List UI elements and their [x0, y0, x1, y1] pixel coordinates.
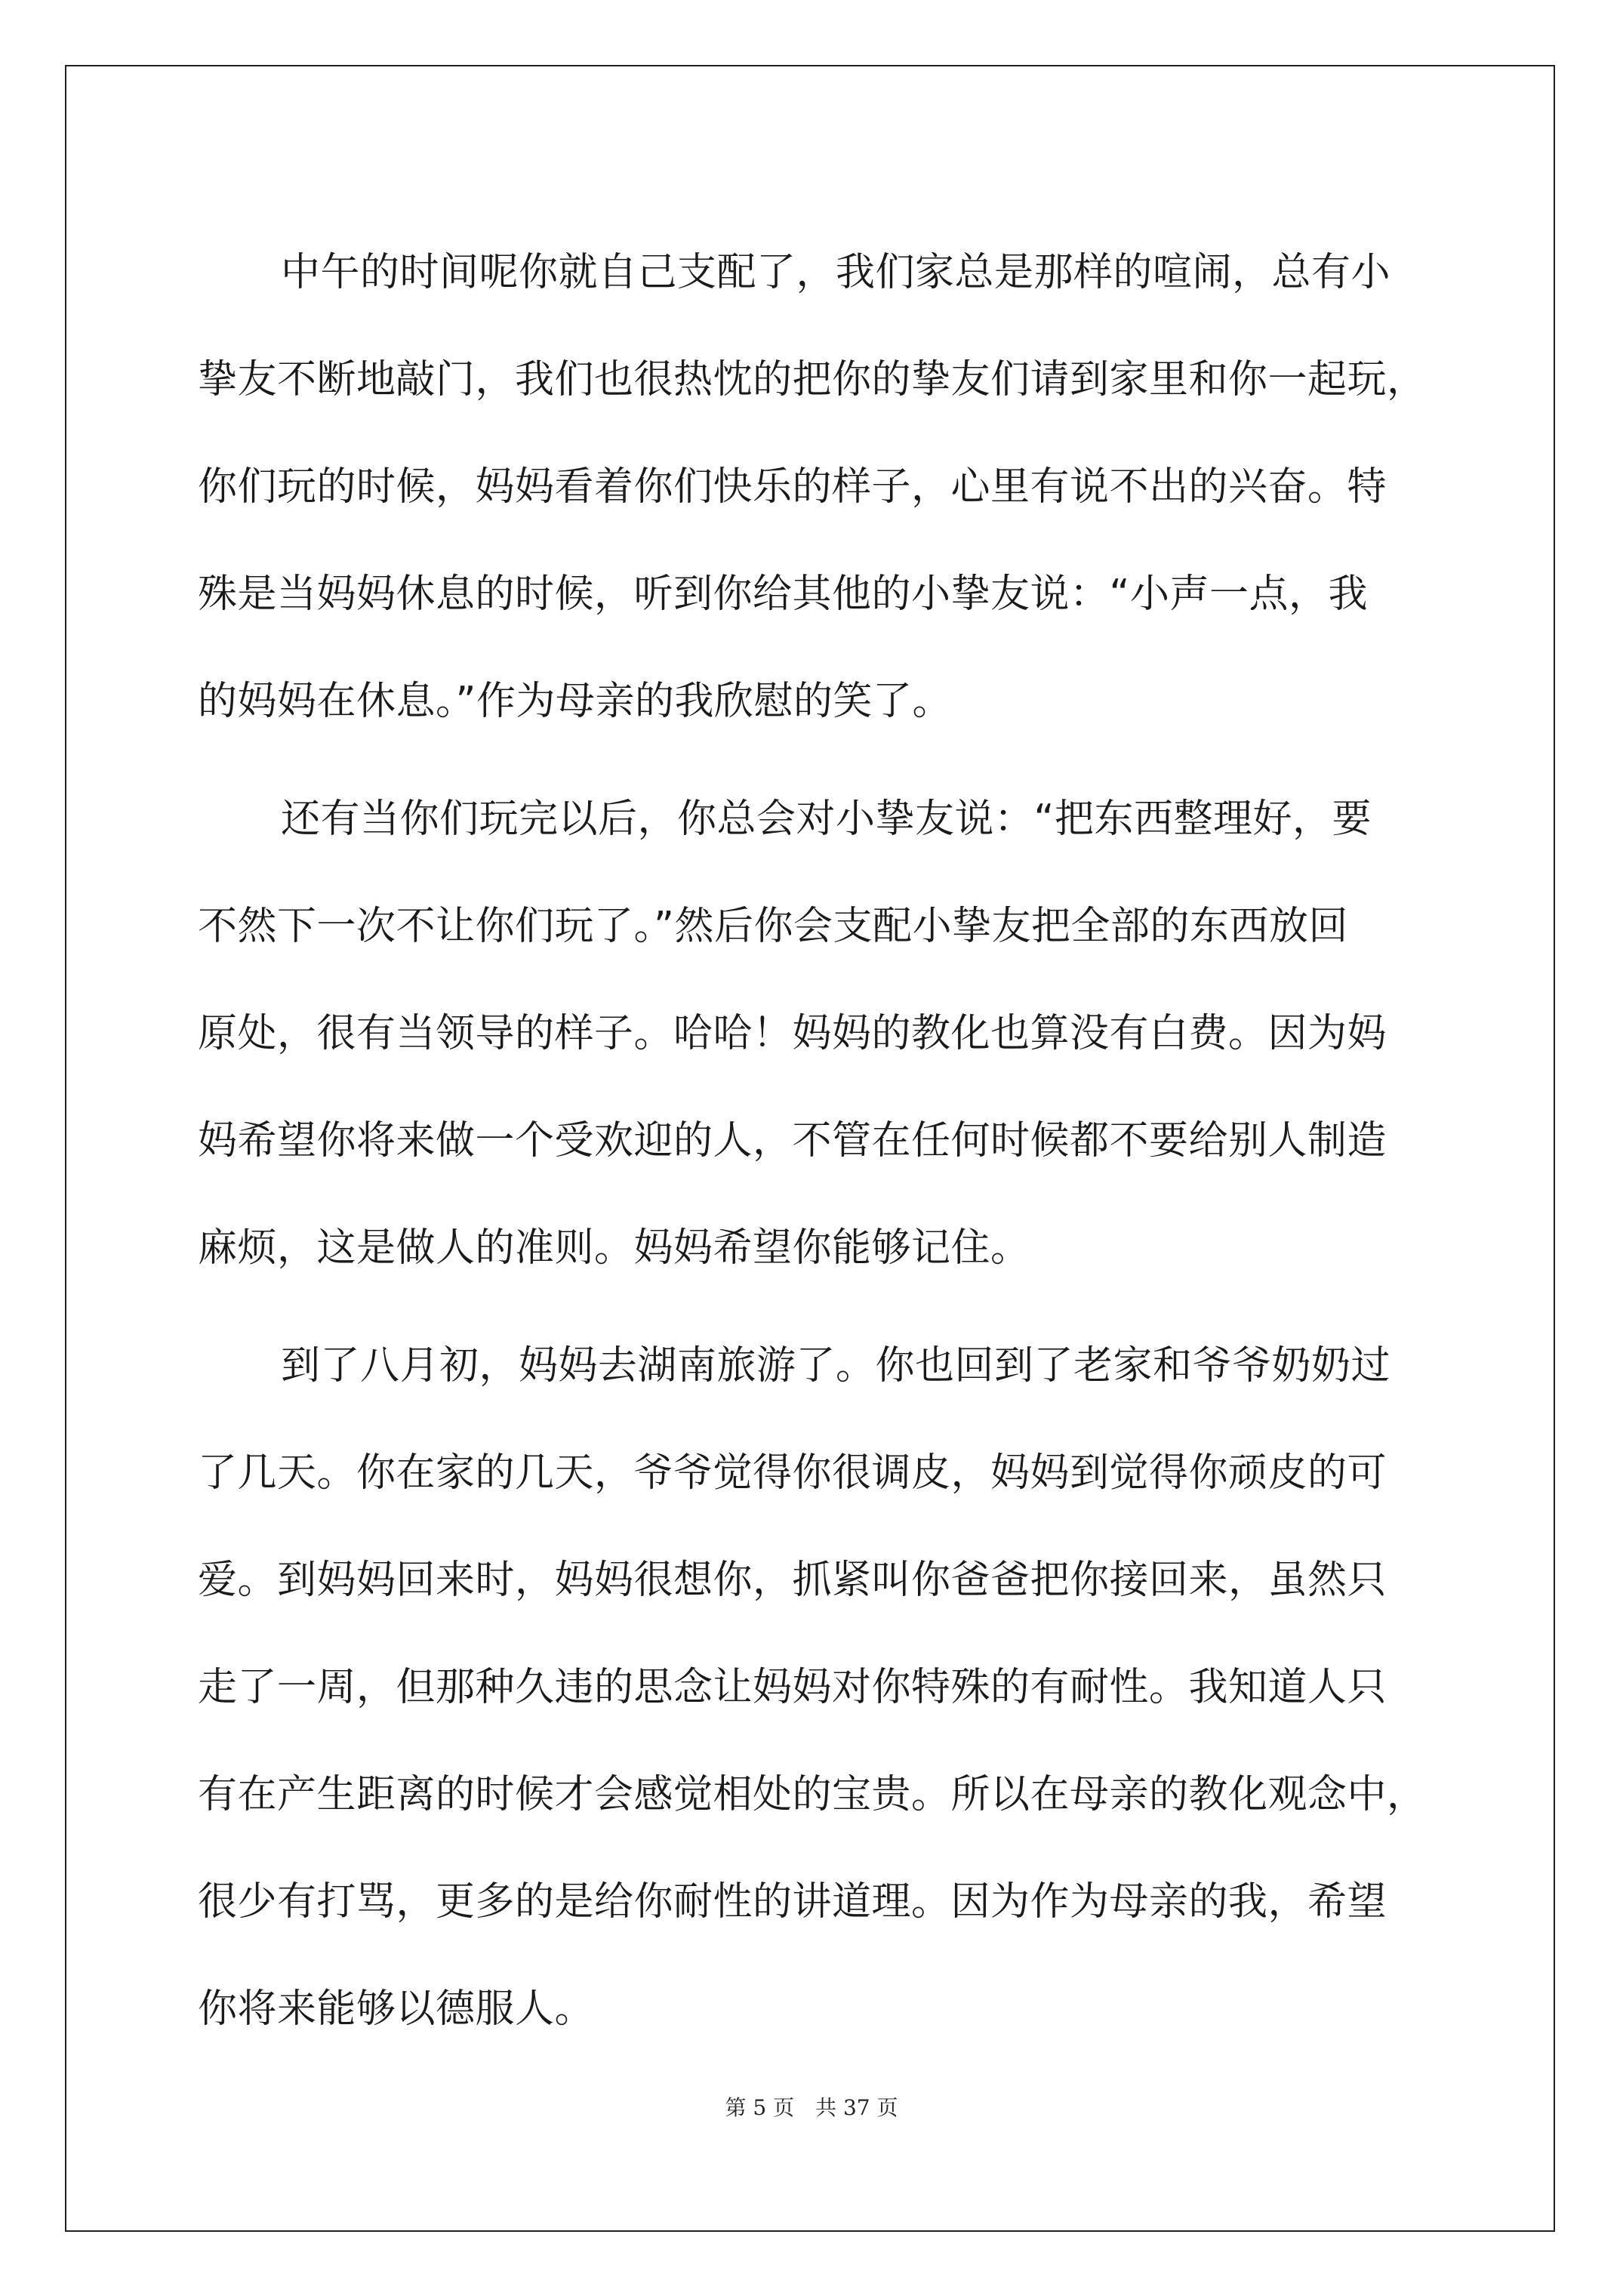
text-line: 中午的时间呢你就自己支配了，我们家总是那样的喧闹，总有小 — [281, 250, 1391, 295]
text-line: 原处，很有当领导的样子。哈哈！妈妈的教化也算没有白费。因为妈 — [198, 1011, 1387, 1056]
document-body — [198, 219, 1436, 2073]
text-line: 殊是当妈妈休息的时候，听到你给其他的小挚友说：“小声一点，我 — [198, 572, 1368, 617]
text-line: 到了八月初，妈妈去湖南旅游了。你也回到了老家和爷爷奶奶过 — [281, 1343, 1391, 1388]
text-line: 不然下一次不让你们玩了。”然后你会支配小挚友把全部的东西放回 — [198, 904, 1348, 949]
paragraph-1 — [198, 219, 1436, 755]
text-line: 走了一周，但那种久违的思念让妈妈对你特殊的有耐性。我知道人只 — [198, 1665, 1387, 1710]
text-line: 你将来能够以德服人。 — [198, 1986, 595, 2032]
paragraph-3 — [198, 1312, 1436, 2063]
text-line: 挚友不断地敲门，我们也很热忱的把你的挚友们请到家里和你一起玩， — [198, 357, 1427, 402]
text-line: 爱。到妈妈回来时，妈妈很想你，抓紧叫你爸爸把你接回来，虽然只 — [198, 1558, 1387, 1603]
text-line: 了几天。你在家的几天，爷爷觉得你很调皮，妈妈到觉得你顽皮的可 — [198, 1450, 1387, 1496]
text-line: 有在产生距离的时候才会感觉相处的宝贵。所以在母亲的教化观念中， — [198, 1772, 1427, 1817]
text-line: 很少有打骂，更多的是给你耐性的讲道理。因为作为母亲的我，希望 — [198, 1879, 1387, 1925]
text-line: 你们玩的时候，妈妈看着你们快乐的样子，心里有说不出的兴奋。特 — [198, 464, 1387, 510]
text-line: 还有当你们玩完以后，你总会对小挚友说：“把东西整理好，要 — [281, 797, 1372, 842]
text-line: 妈希望你将来做一个受欢迎的人，不管在任何时候都不要给别人制造 — [198, 1118, 1387, 1163]
paragraph-2 — [198, 766, 1436, 1302]
page-footer: 第 5 页 共 37 页 — [725, 2095, 898, 2120]
text-line: 麻烦，这是做人的准则。妈妈希望你能够记住。 — [198, 1225, 1030, 1271]
text-line: 的妈妈在休息。”作为母亲的我欣慰的笑了。 — [198, 679, 952, 724]
